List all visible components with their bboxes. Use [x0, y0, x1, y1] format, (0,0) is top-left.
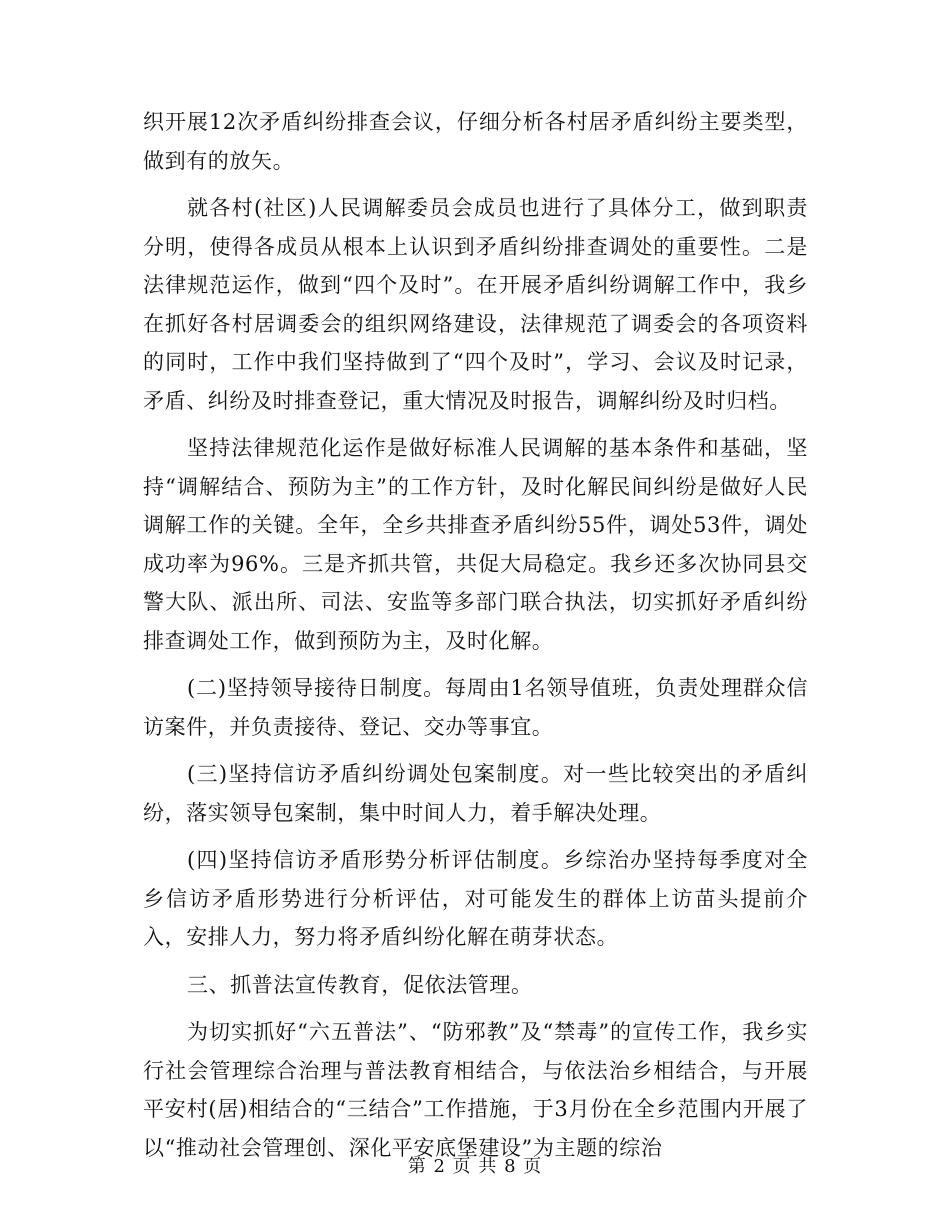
paragraph-3: 坚持法律规范化运作是做好标准人民调解的基本条件和基础，坚持“调解结合、预防为主”的工作方针，及时化解民间纠纷是做好人民调解工作的关键。全年，全乡共排查矛盾纠纷55件，调处53件，调处成功率为96%。三是齐抓共管，共促大局稳定。我乡还多次协同县交警大队、派出所、司法、安监等多部门联合执法，切实抓好矛盾纠纷排查调处工作，做到预防为主，及时化解。: [143, 436, 808, 653]
paragraph-2: 就各村(社区)人民调解委员会成员也进行了具体分工，做到职责分明，使得各成员从根本上认识到矛盾纠纷排查调处的重要性。二是法律规范运作，做到“四个及时”。在开展矛盾纠纷调解工作中，我乡在抓好各村居调委会的组织网络建设，法律规范了调委会的各项资料的同时，工作中我们坚持做到了“四个及时”，学习、会议及时记录，矛盾、纠纷及时排查登记，重大情况及时报告，调解纠纷及时归档。: [143, 196, 808, 413]
paragraph-6: (四)坚持信访矛盾形势分析评估制度。乡综治办坚持每季度对全乡信访矛盾形势进行分析评估，对可能发生的群体上访苗头提前介入，安排人力，努力将矛盾纠纷化解在萌芽状态。: [143, 848, 808, 949]
page-footer: 第 2 页 共 8 页: [407, 1156, 543, 1177]
document-body: [143, 103, 808, 1176]
paragraph-1: 织开展12次矛盾纠纷排查会议，仔细分析各村居矛盾纠纷主要类型，做到有的放矢。: [143, 110, 808, 173]
section-heading: 三、抓普法宣传教育，促依法管理。: [187, 972, 533, 997]
paragraph-5: (三)坚持信访矛盾纠纷调处包案制度。对一些比较突出的矛盾纠纷，落实领导包案制，集中时间人力，着手解决处理。: [143, 762, 808, 825]
paragraph-4: (二)坚持领导接待日制度。每周由1名领导值班，负责处理群众信访案件，并负责接待、登记、交办等事宜。: [143, 676, 808, 739]
paragraph-7: 为切实抓好“六五普法”、“防邪教”及“禁毒”的宣传工作，我乡实行社会管理综合治理与普法教育相结合，与依法治乡相结合，与开展平安村(居)相结合的“三结合”工作措施，于3月份在全乡范围内开展了以“推动社会管理创、深化平安底堡建设”为主题的综治: [143, 1020, 808, 1160]
